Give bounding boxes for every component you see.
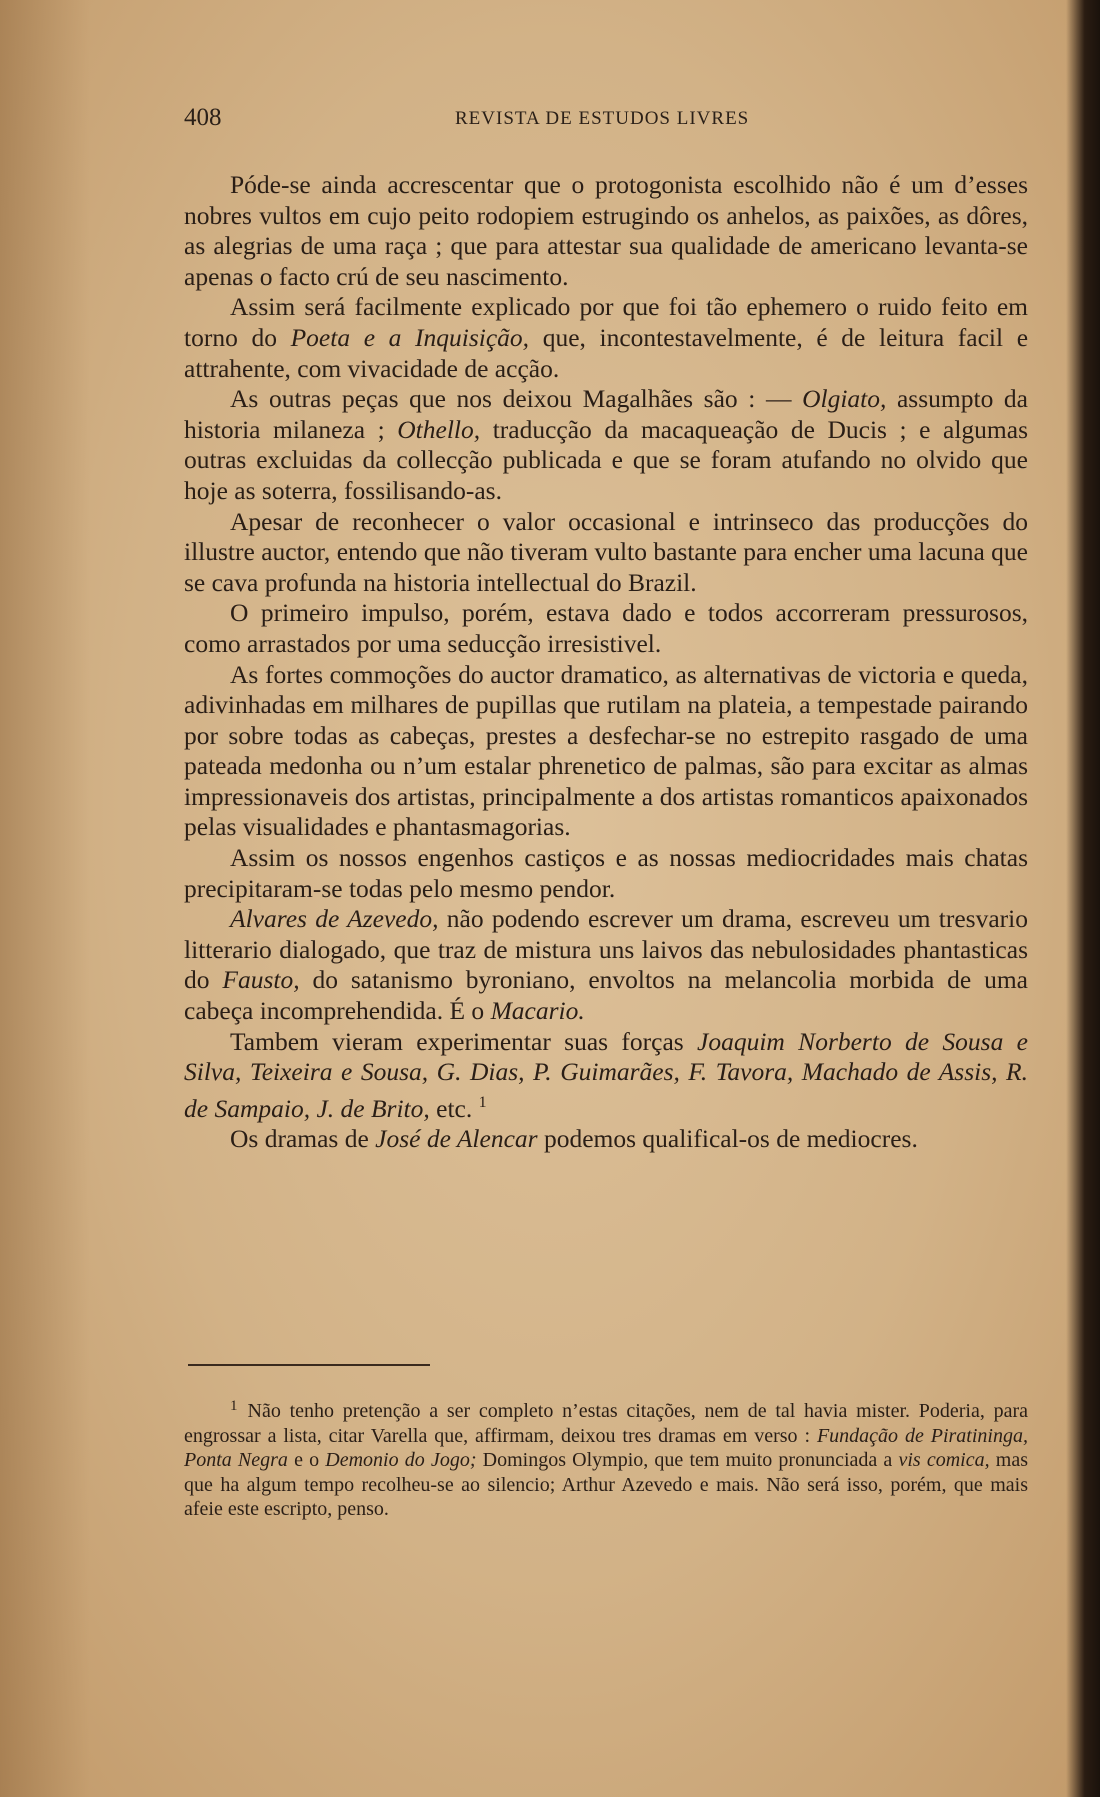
footnote-segment: e o (287, 1449, 326, 1471)
paragraph-text: Os dramas de (230, 1124, 376, 1154)
footnote-divider (188, 1364, 430, 1366)
author-names: Joaquim Norberto de Sousa e Silva, Teixeira e Sousa, G. Dias, P. Guimarães, F. Tavora, Machado de Assis, R. de Sampaio, J. de Brito, (184, 1026, 1028, 1123)
paragraph (184, 170, 1028, 292)
paragraph (184, 598, 1028, 659)
paragraph-text: Assim os nossos engenhos castiços e as nossas mediocridades mais chatas precipitaram-se todas pelo mesmo pendor. (184, 843, 1028, 903)
latin-phrase: vis comica, (898, 1449, 990, 1471)
paragraph-text: Tambem vieram experimentar suas forças (230, 1026, 698, 1056)
page-header (184, 104, 1030, 134)
body-text (184, 170, 1028, 1155)
author-name: Alvares de Azevedo, (230, 904, 439, 934)
paragraph-text: As outras peças que nos deixou Magalhães são : — (230, 384, 803, 414)
paragraph (184, 292, 1028, 384)
work-title: Othello, (397, 414, 481, 444)
paragraph-text: etc. (429, 1093, 479, 1123)
paragraph-text: traducção da macaqueação de Ducis ; e algumas outras excluidas da collecção publicada e que se foram atufando no olvido que hoje as soterra, fossilisando-as. (184, 414, 1028, 505)
paragraph-text: do satanismo byroniano, envoltos na melancolia morbida de uma cabeça incomprehendida. É o (184, 965, 1028, 1026)
work-title: Fundação de Piratininga, Ponta Negra (184, 1424, 1028, 1471)
work-title: Macario. (490, 996, 585, 1026)
footnote-text (184, 1394, 1028, 1522)
work-title: Olgiato, (802, 384, 887, 414)
paragraph (184, 507, 1028, 599)
paragraph (184, 843, 1028, 904)
paragraph-text: Assim será facilmente explicado por que foi tão ephemero o ruido feito em torno do (184, 292, 1028, 352)
work-title: Poeta e a Inquisição, (290, 322, 530, 352)
paragraph-text: não podendo escrever um drama, escreveu um tresvario litterario dialogado, que traz de mistura uns laivos das nebulosidades phantasticas do (184, 904, 1028, 995)
footnote-mark: 1 (230, 1398, 238, 1414)
paragraph-text: O primeiro impulso, porém, estava dado e todos accorreram pressurosos, como arrastados por uma seducção irresistivel. (184, 598, 1028, 658)
paragraph (184, 384, 1028, 506)
paragraph (184, 904, 1028, 1026)
work-title: Fausto, (222, 965, 300, 995)
footnote-segment: Não tenho pretenção a ser completo n’estas citações, nem de tal havia mister. Poderia, para engrossar a lista, citar Varella que, affirmam, deixou tres dramas em verso : (184, 1400, 1028, 1447)
footnote (184, 1394, 1028, 1522)
work-title: Demonio do Jogo; (325, 1449, 477, 1471)
footnote-segment: mas que ha algum tempo recolheu-se ao silencio; Arthur Azevedo e mais. Não será isso, porém, que mais afeie este escripto, penso. (184, 1449, 1029, 1520)
author-name: José de Alencar (375, 1124, 538, 1154)
page-number: 408 (184, 104, 222, 131)
running-title: REVISTA DE ESTUDOS LIVRES (455, 108, 750, 129)
paragraph (184, 660, 1028, 844)
paragraph-text: As fortes commoções do auctor dramatico, as alternativas de victoria e queda, adivinhadas em milhares de pupillas que rutilam na plateia, a tempestade pairando por sobre todas as cabeças, prestes a desfechar-se no estrepito rasgado de uma pateada medonha ou n’um estalar phrenetico de palmas, são para excitar as almas impressionaveis dos artistas, principalmente a dos artistas romanticos apaixonados pelas visualidades e phantasmagorias. (184, 659, 1028, 842)
footnote-reference[interactable]: 1 (478, 1093, 487, 1111)
paragraph-text: podemos qualifical-os de mediocres. (537, 1124, 918, 1154)
paragraph (184, 1027, 1028, 1125)
paragraph-text: Póde-se ainda accrescentar que o protogonista escolhido não é um d’esses nobres vultos em cujo peito rodopiem estrugindo os anhelos, as paixões, as dôres, as alegrias de uma raça ; que para attestar sua qualidade de americano levanta-se apenas o facto crú de seu nascimento. (184, 170, 1028, 291)
paragraph-text: assumpto da historia milaneza ; (184, 384, 1028, 444)
paragraph-text: Apesar de reconhecer o valor occasional e intrinseco das producções do illustre auctor, entendo que não tiveram vulto bastante para encher uma lacuna que se cava profunda na historia intellectual do Brazil. (184, 506, 1028, 597)
footnote-segment: Domingos Olympio, que tem muito pronunciada a (476, 1449, 899, 1471)
paragraph (184, 1124, 1028, 1155)
paragraph-text: que, incontestavelmente, é de leitura facil e attrahente, com vivacidade de acção. (184, 322, 1029, 383)
